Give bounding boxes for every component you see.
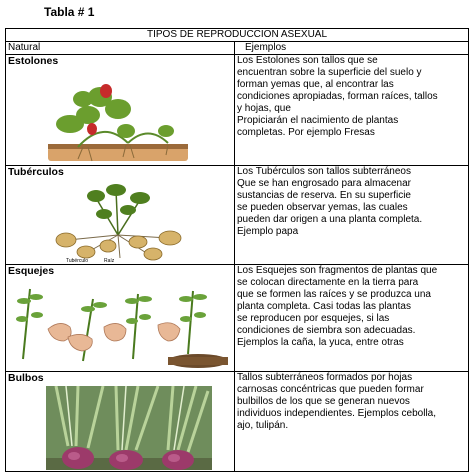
table-row	[6, 372, 469, 472]
table-header-row	[6, 42, 469, 55]
row-description-bulbos: Tallos subterráneos formados por hojas carnosas concéntricas que pueden formar bulbillos de los que se generan nuevos individuos independientes. Ejemplos cebolla, ajo, tulipán.	[235, 372, 469, 472]
table-caption: Tabla # 1	[44, 5, 95, 19]
row-name-bulbos: Bulbos	[8, 372, 44, 384]
root-label: Raíz	[104, 258, 115, 264]
row-description-estolones: Los Estolones son tallos que se encuentran sobre la superficie del suelo y forman yemas que, al encontrar las condiciones apropiadas, forman raíces, tallos y hojas, que Propiciarán el nacimiento de plantas completas. Por ejemplo Fresas	[235, 55, 469, 166]
onion-bulbs-photo	[8, 386, 233, 470]
strawberry-stolon-illustration	[8, 69, 233, 165]
column-header-examples: Ejemplos	[235, 42, 469, 55]
table-row	[6, 55, 469, 166]
row-label-cell	[6, 166, 235, 265]
asexual-reproduction-table	[5, 28, 469, 472]
cuttings-illustration	[8, 279, 233, 371]
column-header-natural: Natural	[6, 42, 235, 55]
row-description-esquejes: Los Esquejes son fragmentos de plantas que se colocan directamente en la tierra para que se formen las raíces y se produzca una planta completa. Casi todas las plantas se reproducen por esquejes, si las condiciones de siembra son adecuadas. Ejemplos la caña, la yuca, entre otras	[235, 265, 469, 372]
row-label-cell	[6, 372, 235, 472]
row-label-cell	[6, 55, 235, 166]
row-name-esquejes: Esquejes	[8, 265, 55, 277]
table-title: TIPOS DE REPRODUCCION ASEXUAL	[6, 29, 469, 42]
potato-tuber-illustration	[8, 180, 233, 264]
table-row	[6, 265, 469, 372]
row-description-tuberculos: Los Tubérculos son tallos subterráneos Que se han engrosado para almacenar sustancias de reserva. En su superficie se pueden observar yemas, las cuales pueden dar origen a una planta completa. Ejemplo papa	[235, 166, 469, 265]
tuber-label: Tubérculo	[66, 258, 89, 264]
row-label-cell	[6, 265, 235, 372]
table-row	[6, 166, 469, 265]
row-name-estolones: Estolones	[8, 55, 59, 67]
table-title-row	[6, 29, 469, 42]
row-name-tuberculos: Tubérculos	[8, 166, 64, 178]
